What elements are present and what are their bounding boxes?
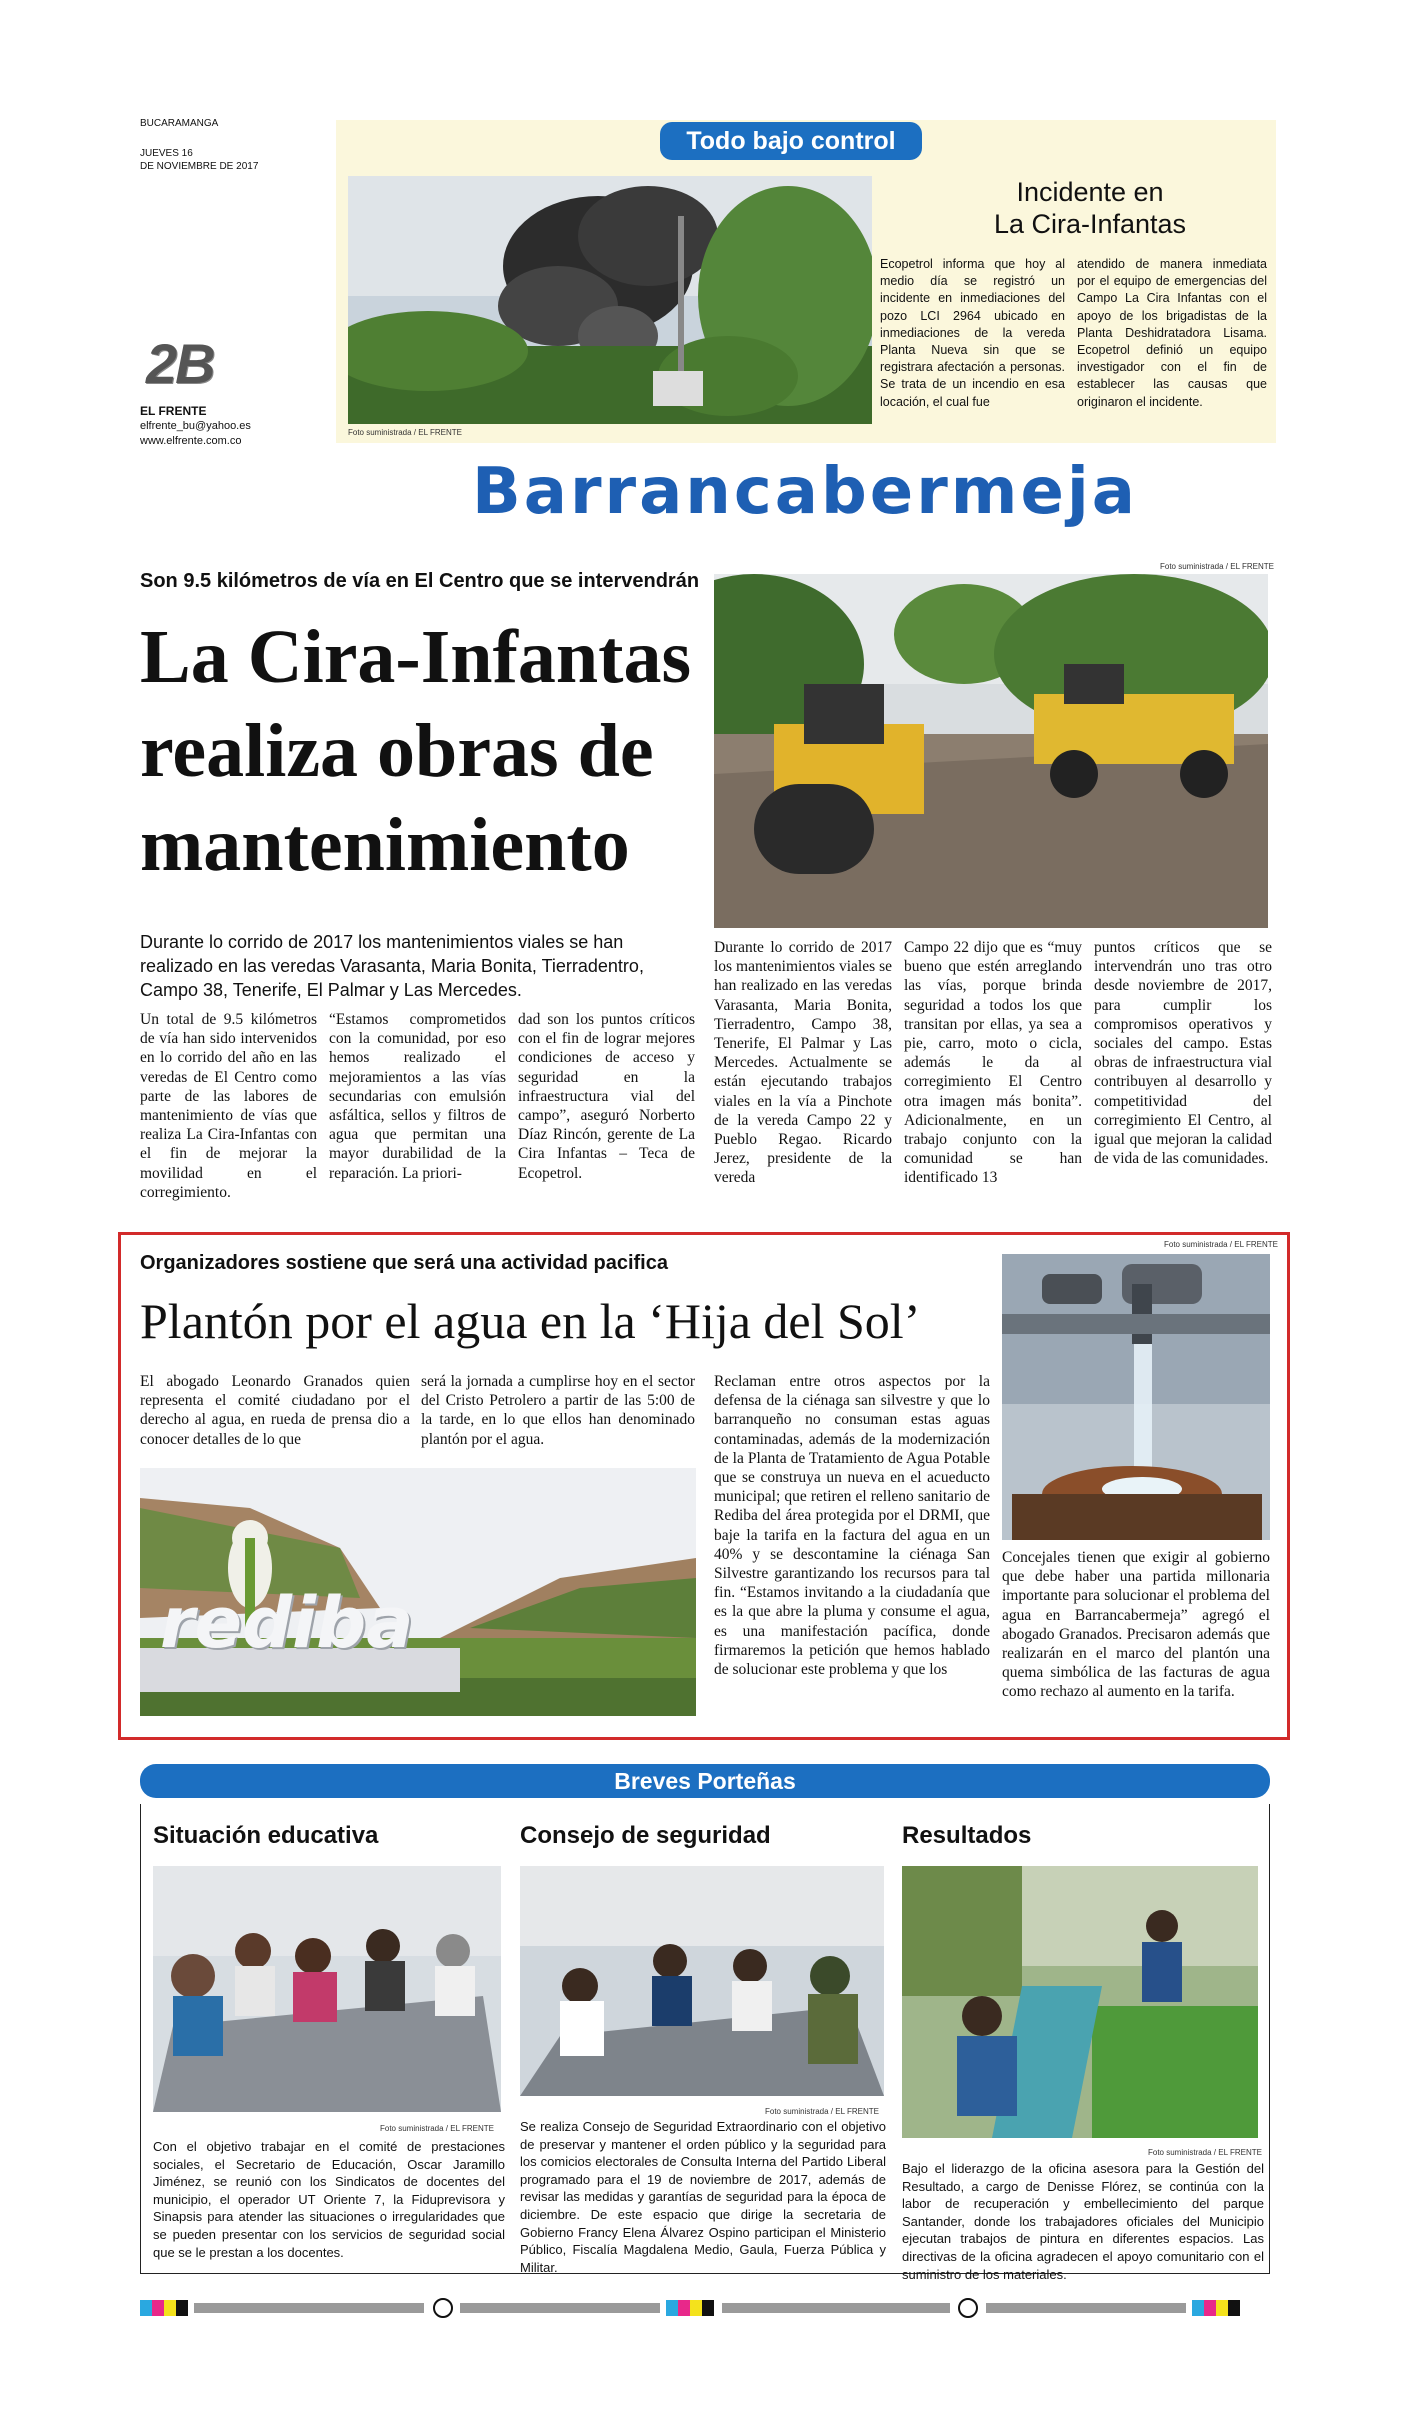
story1-lead: Durante lo corrido de 2017 los mantenimientos viales se han realizado en las veredas Varasanta, Maria Bonita, Tierradentro, Campo 38, Tenerife, El Palmar y Las Mercedes. <box>140 932 644 1000</box>
top-box-text-col1: Ecopetrol informa que hoy al medio día se registró un incidente en inmediaciones del pozo LCI 2964 ubicado en inmediaciones de la vereda Planta Nueva sin que se registrara afectación a personas. Se trata de un incendio en esa locación, el cual fue <box>880 257 1065 409</box>
story2-col1: El abogado Leonardo Granados quien representa el comité ciudadano por el derecho al agua, en rueda de prensa dio a conocer detalles de lo que <box>140 1373 410 1448</box>
story1-headline-line1: La Cira-Infantas <box>140 615 692 699</box>
road-work-photo <box>714 574 1268 928</box>
registration-gray-bar-4 <box>986 2303 1186 2313</box>
rediba-sign-text: rediba <box>160 1582 414 1664</box>
story1-headline-line3: mantenimiento <box>140 803 630 887</box>
story2-credit: Foto suministrada / EL FRENTE <box>1164 1240 1278 1249</box>
brief2-council-photo <box>520 1866 884 2096</box>
brief2-text: Se realiza Consejo de Seguridad Extraordinario con el objetivo de preservar y mantener el orden público y la seguridad para los comicios electorales de Consulta Interna del Partido Liberal programado para el 19 de noviembre de 2017, además de revisar las medidas y garantías de seguridad para la época de diciembre. De este espacio que dirige la secretaria de Gobierno Francy Elena Álvarez Ospino participan el Ministerio Público, Fiscalía Magdalena Medio, Gaula, Fuerza Pública y Militar. <box>520 2119 886 2275</box>
fire-photo <box>348 176 872 424</box>
story2-col4: Concejales tienen que exigir al gobierno que debe haber una partida millonaria importante para solucionar el problema del agua en Barrancabermeja” agregó el abogado Granados. Precisaron además que realizarán en el marco del plantón una quema simbólica de las facturas de agua como rechazo al aumento en la tarifa. <box>1002 1549 1270 1701</box>
masthead-paper: EL FRENTE <box>140 404 207 418</box>
rediba-sign-photo <box>140 1468 696 1716</box>
brief3-title: Resultados <box>902 1822 1032 1849</box>
masthead-city: BUCARAMANGA <box>140 118 219 129</box>
masthead-email: elfrente_bu@yahoo.es <box>140 420 251 432</box>
story1-kicker: Son 9.5 kilómetros de vía en El Centro que se intervendrán <box>140 570 700 592</box>
story1-headline-line2: realiza obras de <box>140 709 654 793</box>
story2-col3: Reclaman entre otros aspectos por la defensa de la ciénaga san silvestre y que lo barranqueño no consuman estas aguas contaminadas, además de la modernización de la Planta de Tratamiento de Agua Potable que se construya un nueva en el acueducto municipal; que retiren el relleno sanitario de Rediba del área protegida por el DRMI, que baje la tarifa en la factura del agua en un 40% y se descontamine la ciénaga San Silvestre garantizando los recursos para tal fin. “Estamos invitando a la ciudadanía que es la que abre la pluma y consume el agua, es una manifestación pacífica, donde firmaremos la petición que hemos hablado de solucionar este problema y que los <box>714 1373 990 1679</box>
top-box-credit: Foto suministrada / EL FRENTE <box>348 428 462 437</box>
story2-col2: será la jornada a cumplirse hoy en el sector del Cristo Petrolero a partir de las 5:00 de la tarde, en lo que ellos han denominado plantón por el agua. <box>421 1373 695 1448</box>
story2-headline: Plantón por el agua en la ‘Hija del Sol’ <box>140 1293 921 1349</box>
story2-kicker: Organizadores sostiene que será una actividad pacifica <box>140 1252 668 1274</box>
brief3-park-photo <box>902 1866 1258 2138</box>
section-title: Barrancabermeja <box>472 455 1138 529</box>
story1-col4: Durante lo corrido de 2017 los mantenimientos viales se han realizado en las veredas Varasanta, Maria Bonita, Tierradentro, Campo 38, Tenerife, El Palmar y Las Mercedes. Actualmente se están ejecutando trabajos viales en la vía a Pinchote de la vereda Campo 22 y Pueblo Regao. Ricardo Jerez, presidente de la vereda <box>714 939 892 1187</box>
story1-col3: dad son los puntos críticos con el fin de lograr mejores condiciones de acceso y seguridad en la infraestructura vial del campo”, aseguró Norberto Díaz Rincón, gerente de La Cira Infantas – Teca de Ecopetrol. <box>518 1011 695 1182</box>
top-box-title-line2: La Cira-Infantas <box>993 209 1187 239</box>
story1-col1: Un total de 9.5 kilómetros de vía han sido intervenidos en lo corrido del año en las veredas de El Centro como parte de las labores de mantenimiento de vías que realiza La Cira-Infantas con el fin de mejorar la movilidad en el corregimiento. <box>140 1011 317 1201</box>
crosshair-icon <box>958 2298 978 2318</box>
brief2-title: Consejo de seguridad <box>520 1822 771 1849</box>
top-box-text-col2: atendido de manera inmediata por el equipo de emergencias del Campo La Cira Infantas con el apoyo de los brigadistas de la Planta Deshidratadora Lisama. Ecopetrol definió un equipo investigador con el fin de establecer las causas que originaron el incidente. <box>1077 257 1267 409</box>
brief3-credit: Foto suministrada / EL FRENTE <box>1148 2148 1262 2157</box>
breves-pill: Breves Porteñas <box>140 1764 1270 1798</box>
masthead-date-line1: JUEVES 16 <box>140 148 193 159</box>
story1-col2: “Estamos comprometidos con la comunidad, por eso hemos realizado el mejoramientos a las vías secundarias con emulsión asfáltica, sellos y filtros de agua que permitan una mayor durabilidad de la reparación. La priori- <box>329 1011 506 1182</box>
registration-gray-bar-2 <box>460 2303 660 2313</box>
registration-gray-bar-1 <box>194 2303 424 2313</box>
top-box-pill: Todo bajo control <box>660 122 922 160</box>
story1-credit: Foto suministrada / EL FRENTE <box>1160 562 1274 571</box>
brief1-text: Con el objetivo trabajar en el comité de prestaciones sociales, el Secretario de Educación, Oscar Jaramillo Jiménez, se reunió con los Sindicatos de docentes del municipio, el operador UT Oriente 7, la Fiduprevisora y Sinapsis para atender las situaciones o irregularidades que se pueden presentar con los servicios de seguridad social que se le prestan a los docentes. <box>153 2139 505 2260</box>
top-box-title-line1: Incidente en <box>1016 177 1164 207</box>
page-number: 2B <box>146 332 214 395</box>
brief1-title: Situación educativa <box>153 1822 379 1849</box>
registration-marks-right <box>1192 2300 1240 2316</box>
masthead-date-line2: DE NOVIEMBRE DE 2017 <box>140 161 259 172</box>
water-tap-photo <box>1002 1254 1270 1540</box>
brief3-text: Bajo el liderazgo de la oficina asesora para la Gestión del Resultado, a cargo de Denisse Flórez, se continúa con la labor de recuperación y embellecimiento del parque Santander, donde los trabajadores oficiales del Municipio ejecutan trabajos de pintura en diferentes espacios. Las directivas de la oficina agradecen el apoyo comunitario con el suministro de los materiales. <box>902 2161 1264 2282</box>
brief1-credit: Foto suministrada / EL FRENTE <box>380 2124 494 2133</box>
masthead-web: www.elfrente.com.co <box>140 435 242 447</box>
registration-gray-bar-3 <box>722 2303 950 2313</box>
story1-col5: Campo 22 dijo que es “muy bueno que estén arreglando las vías, porque brinda seguridad a todos los que transitan por ellas, ya sea a pie, carro, moto o cicla, además le da al corregimiento El Centro otra imagen más bonita”. Adicionalmente, en un trabajo conjunto con la comunidad se han identificado 13 <box>904 939 1082 1187</box>
brief2-credit: Foto suministrada / EL FRENTE <box>765 2107 879 2116</box>
story1-col6: puntos críticos que se intervendrán uno tras otro desde noviembre de 2017, para cumplir los compromisos operativos y sociales del campo. Estas obras de infraestructura vial contribuyen al desarrollo y competitividad del corregimiento El Centro, al igual que mejoran la calidad de vida de las comunidades. <box>1094 939 1272 1168</box>
registration-marks-left <box>140 2300 188 2316</box>
registration-marks-center <box>666 2300 714 2316</box>
brief1-meeting-photo <box>153 1866 501 2112</box>
crosshair-icon <box>433 2298 453 2318</box>
